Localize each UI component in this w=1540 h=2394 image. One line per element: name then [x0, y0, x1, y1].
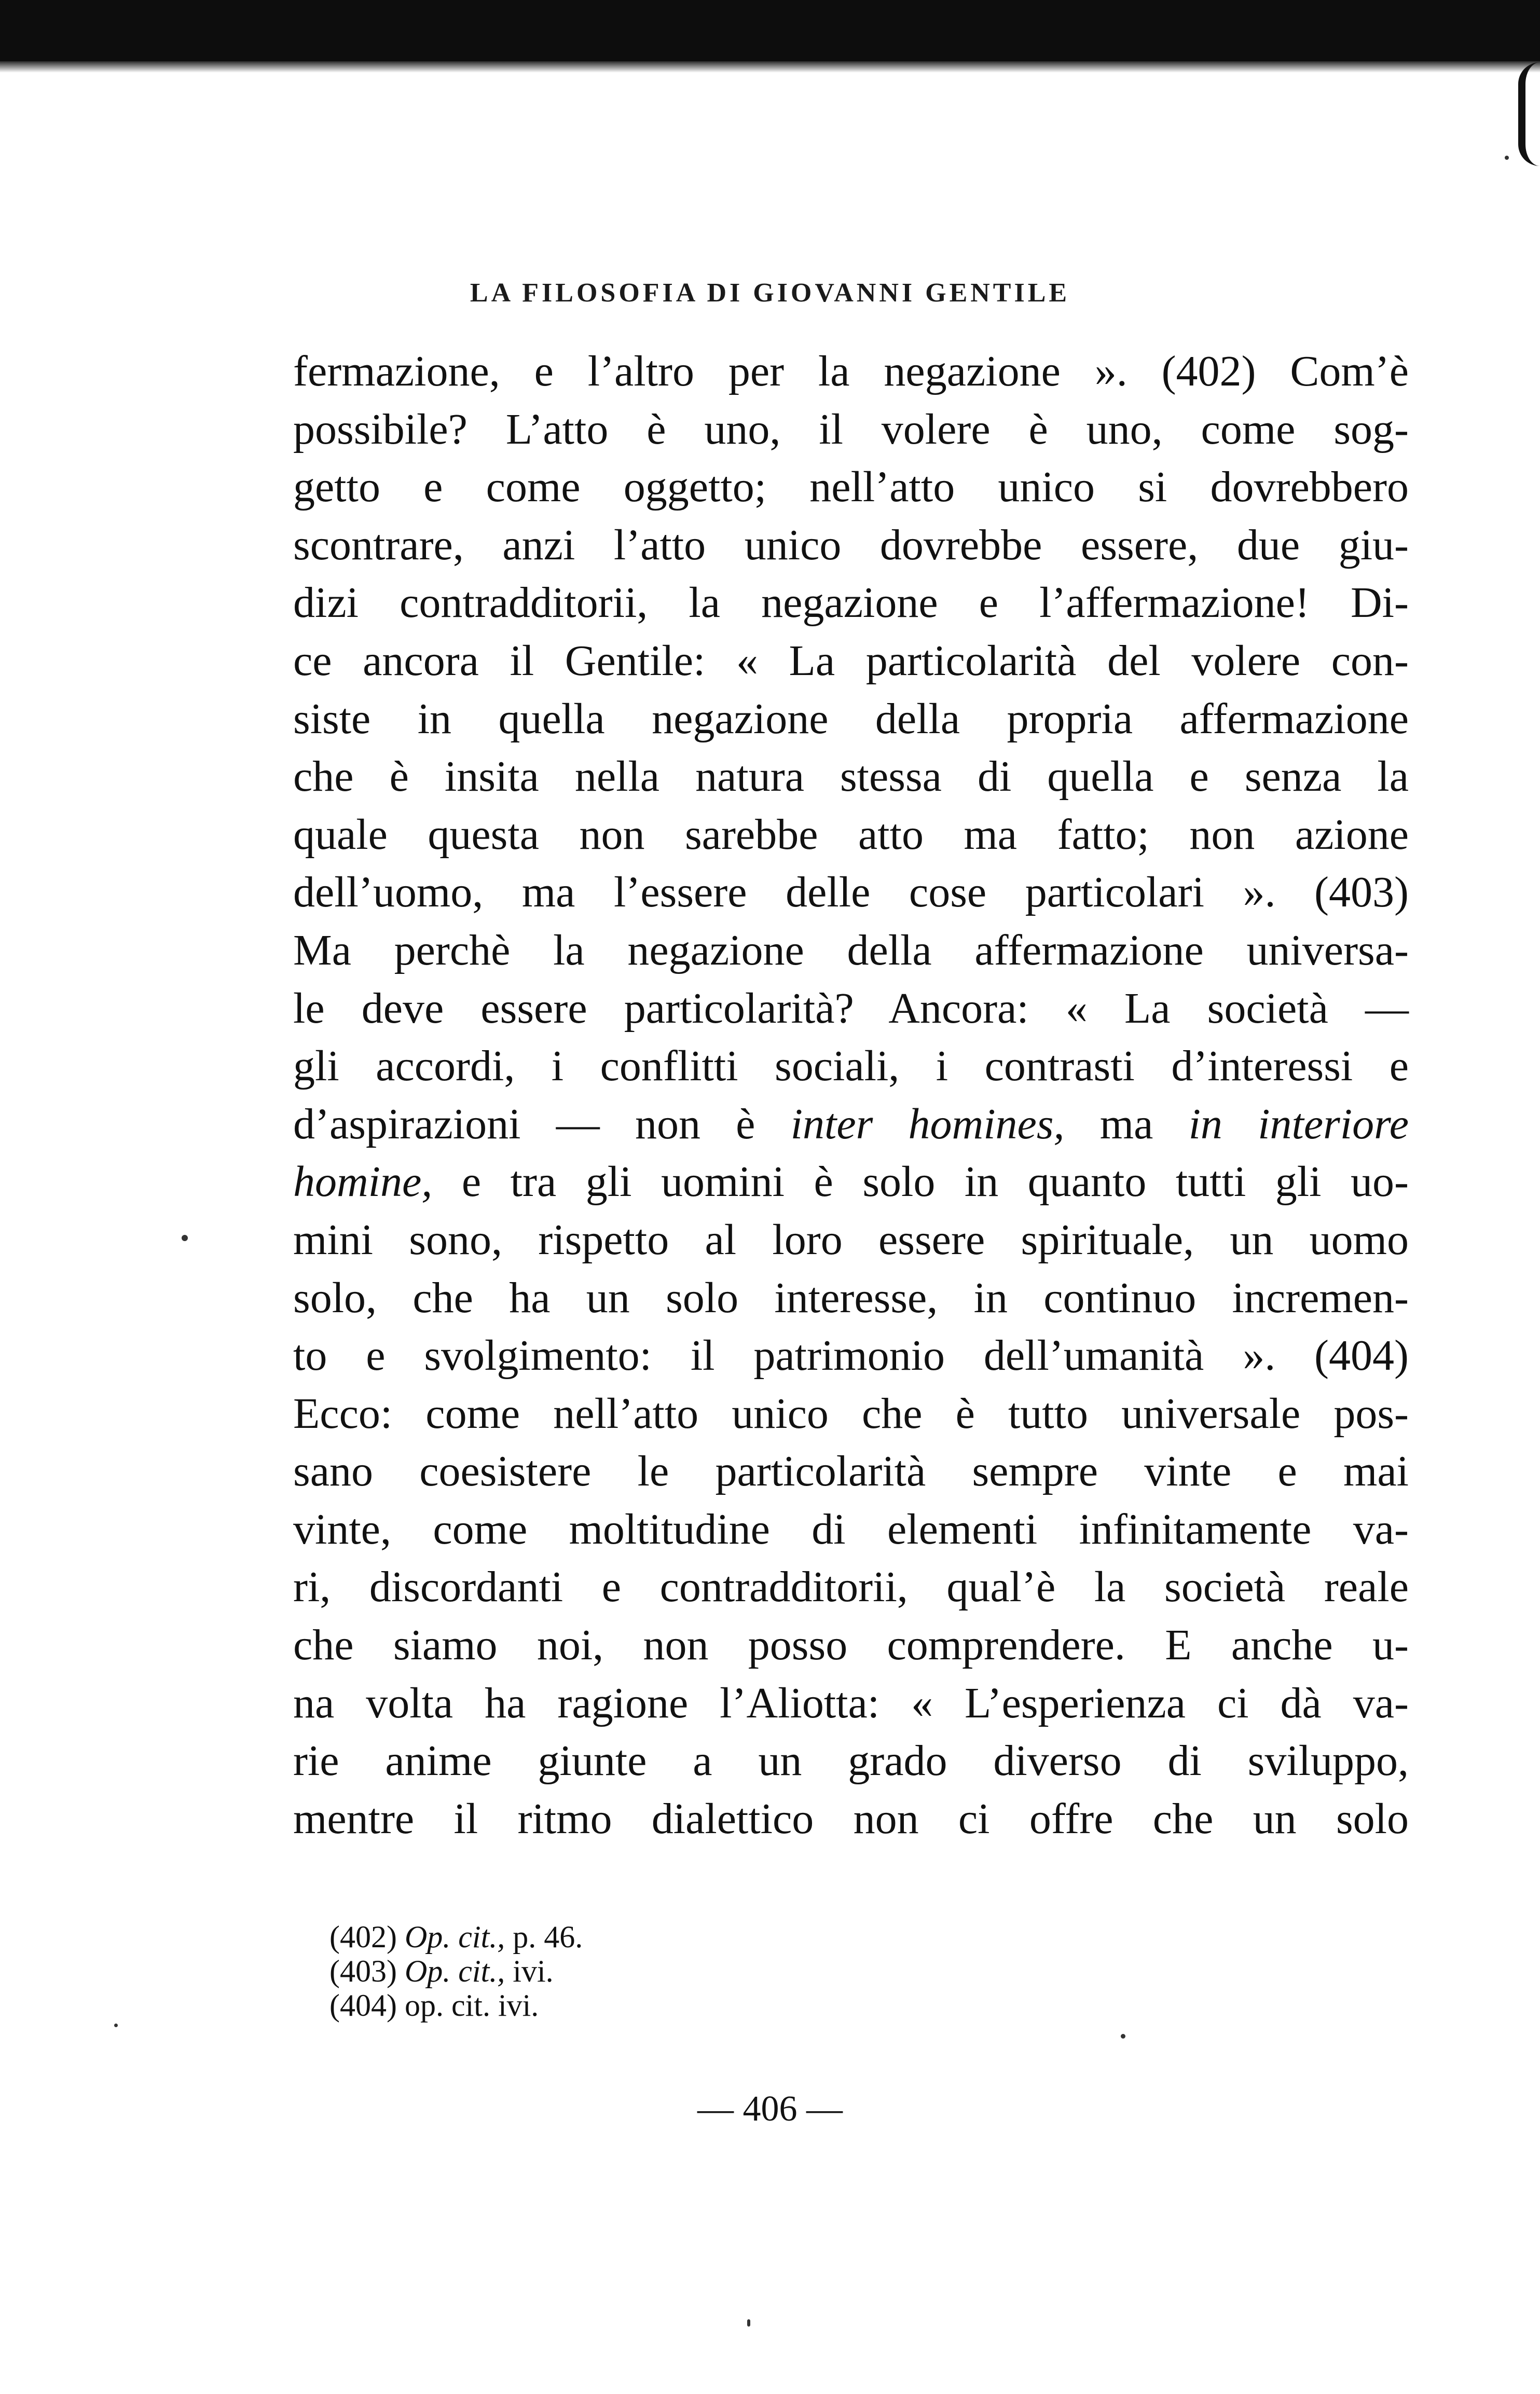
- body-line: che è insita nella natura stessa di quella e senza la: [293, 752, 1409, 801]
- footnote-number: (403): [329, 1954, 397, 1988]
- footnote-number: (402): [329, 1920, 397, 1954]
- body-line: gli accordi, i conflitti sociali, i contrasti d’interessi e: [293, 1042, 1409, 1091]
- scan-speck: [747, 2319, 750, 2327]
- body-line: che siamo noi, non posso comprendere. E anche u-: [293, 1621, 1409, 1670]
- footnote-text: op. cit. ivi.: [404, 1988, 539, 2022]
- body-line: dizi contradditorii, la negazione e l’affermazione! Di-: [293, 579, 1409, 627]
- footnote-text: p. 46.: [505, 1920, 583, 1954]
- body-line: dell’uomo, ma l’essere delle cose particolari ». (403): [293, 868, 1409, 917]
- body-line: quale questa non sarebbe atto ma fatto; non azione: [293, 810, 1409, 859]
- italic-phrase: in interiore: [1188, 1099, 1409, 1148]
- running-head: LA FILOSOFIA DI GIOVANNI GENTILE: [470, 278, 1070, 308]
- body-line: mentre il ritmo dialettico non ci offre che un solo: [293, 1794, 1409, 1843]
- body-line: sano coesistere le particolarità sempre vinte e mai: [293, 1447, 1409, 1496]
- body-line: siste in quella negazione della propria affermazione: [293, 694, 1409, 743]
- footnote-reference: Op. cit.,: [404, 1954, 505, 1988]
- body-line: vinte, come moltitudine di elementi infinitamente va-: [293, 1505, 1409, 1553]
- body-line: Ma perchè la negazione della affermazione universa-: [293, 926, 1409, 974]
- footnote: [329, 1954, 583, 1988]
- footnote: [329, 1920, 583, 1954]
- scan-edge-mark: [1518, 62, 1540, 166]
- scan-top-shadow-fade: [0, 61, 1540, 73]
- footnote-number: (404): [329, 1988, 397, 2022]
- body-line: possibile? L’atto è uno, il volere è uno, come sog-: [293, 405, 1409, 453]
- footnotes: [329, 1920, 583, 2022]
- body-line: ri, discordanti e contradditorii, qual’è la società reale: [293, 1563, 1409, 1612]
- body-line: na volta ha ragione l’Aliotta: « L’esperienza ci dà va-: [293, 1678, 1409, 1727]
- body-line: mini sono, rispetto al loro essere spirituale, un uomo: [293, 1215, 1409, 1264]
- scan-top-shadow: [0, 0, 1540, 61]
- scan-speck: [114, 2024, 118, 2027]
- italic-phrase: homine,: [293, 1158, 433, 1206]
- scan-speck: [1505, 156, 1509, 160]
- body-line-italic: d’aspirazioni — non è inter homines, ma in interiore: [293, 1099, 1409, 1148]
- body-line-italic: homine, e tra gli uomini è solo in quanto tutti gli uo-: [293, 1158, 1409, 1206]
- footnote: [329, 1988, 583, 2022]
- body-line: scontrare, anzi l’atto unico dovrebbe essere, due giu-: [293, 520, 1409, 569]
- body-line: to e svolgimento: il patrimonio dell’umanità ». (404): [293, 1331, 1409, 1380]
- scan-speck: [1121, 2034, 1125, 2039]
- footnote-reference: Op. cit.,: [404, 1920, 505, 1954]
- body-line: fermazione, e l’altro per la negazione ». (402) Com’è: [293, 347, 1409, 395]
- body-line: le deve essere particolarità? Ancora: « La società —: [293, 984, 1409, 1033]
- body-line: Ecco: come nell’atto unico che è tutto universale pos-: [293, 1389, 1409, 1438]
- page-number: — 406 —: [697, 2089, 843, 2129]
- footnote-text: ivi.: [505, 1954, 554, 1988]
- body-line: rie anime giunte a un grado diverso di sviluppo,: [293, 1737, 1409, 1785]
- body-text: [293, 342, 1409, 1848]
- italic-phrase: inter homines,: [790, 1099, 1065, 1148]
- body-line: getto e come oggetto; nell’atto unico si dovrebbero: [293, 463, 1409, 512]
- scan-speck: [182, 1235, 188, 1241]
- body-line: solo, che ha un solo interesse, in continuo incremen-: [293, 1273, 1409, 1322]
- body-line: ce ancora il Gentile: « La particolarità del volere con-: [293, 636, 1409, 685]
